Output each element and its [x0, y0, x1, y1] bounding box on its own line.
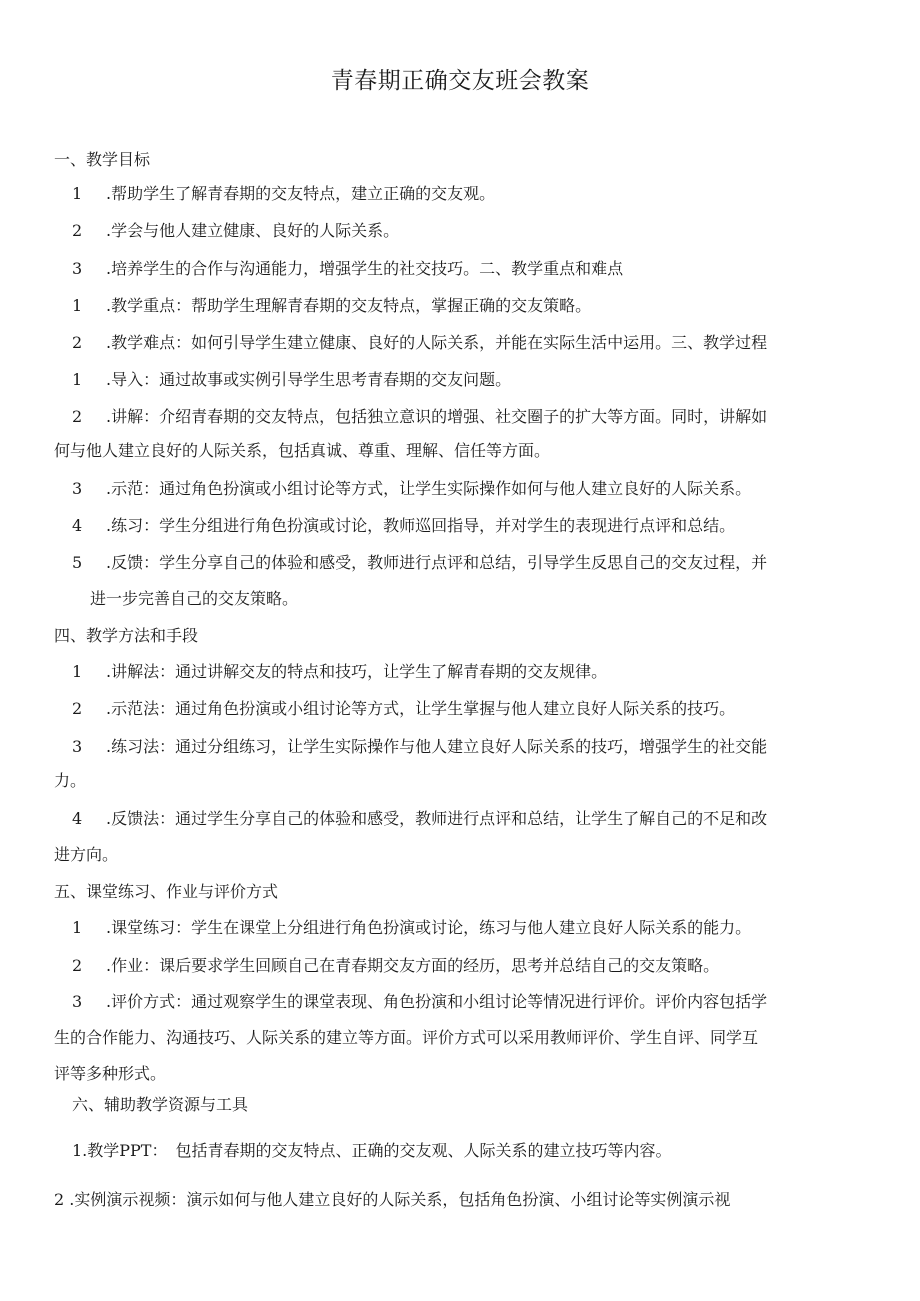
list-item — [72, 513, 735, 539]
list-item — [72, 1138, 671, 1164]
item-number: 1. — [72, 1141, 88, 1160]
item-number: 2 — [54, 1190, 65, 1209]
list-item — [72, 915, 751, 941]
list-item — [72, 476, 751, 502]
item-text: .培养学生的合作与沟通能力，增强学生的社交技巧。二、教学重点和难点 — [106, 259, 624, 278]
item-text: .练习法：通过分组练习，让学生实际操作与他人建立良好人际关系的技巧，增强学生的社交能 — [106, 737, 768, 756]
list-item — [72, 659, 607, 685]
item-text: .教学重点：帮助学生理解青春期的交友特点，掌握正确的交友策略。 — [106, 296, 592, 315]
item-text: .教学难点：如何引导学生建立健康、良好的人际关系，并能在实际生活中运用。三、教学过程 — [106, 333, 768, 352]
item-number: 2 — [72, 221, 83, 240]
document-title: 青春期正确交友班会教案 — [330, 68, 590, 94]
item-number: 1 — [72, 370, 83, 389]
list-item — [72, 181, 495, 207]
list-item — [72, 953, 719, 979]
item-number: 3 — [72, 259, 83, 278]
item-text: .讲解法：通过讲解交友的特点和技巧，让学生了解青春期的交友规律。 — [106, 662, 608, 681]
item-text: .示范：通过角色扮演或小组讨论等方式，让学生实际操作如何与他人建立良好的人际关系。 — [106, 479, 752, 498]
item-text: .练习：学生分组进行角色扮演或讨论，教师巡回指导，并对学生的表现进行点评和总结。 — [106, 516, 736, 535]
section-heading-4: 四、教学方法和手段 — [54, 626, 199, 645]
item-number: 2 — [72, 956, 83, 975]
item-text: .讲解：介绍青春期的交友特点，包括独立意识的增强、社交圈子的扩大等方面。同时，讲解如 — [106, 407, 768, 426]
section-heading-1: 一、教学目标 — [54, 150, 151, 169]
item-continuation: 进方向。 — [54, 845, 119, 864]
list-item — [72, 696, 735, 722]
item-number: 1 — [72, 296, 83, 315]
list-item — [54, 1187, 730, 1213]
list-item — [72, 256, 623, 282]
item-text: .示范法：通过角色扮演或小组讨论等方式，让学生掌握与他人建立良好人际关系的技巧。 — [106, 699, 736, 718]
item-text: 教学PPT： 包括青春期的交友特点、正确的交友观、人际关系的建立技巧等内容。 — [87, 1141, 672, 1160]
item-continuation: 生的合作能力、沟通技巧、人际关系的建立等方面。评价方式可以采用教师评价、学生自评、同学互 — [54, 1028, 759, 1047]
list-item — [72, 218, 399, 244]
item-number: 3 — [72, 479, 83, 498]
item-continuation: 何与他人建立良好的人际关系，包括真诚、尊重、理解、信任等方面。 — [54, 441, 551, 460]
section-heading-6: 六、辅助教学资源与工具 — [72, 1095, 249, 1114]
item-continuation: 力。 — [54, 771, 87, 790]
item-text: .课堂练习：学生在课堂上分组进行角色扮演或讨论，练习与他人建立良好人际关系的能力。 — [106, 918, 752, 937]
item-number: 3 — [72, 737, 83, 756]
list-item — [72, 404, 767, 430]
list-item — [72, 806, 767, 832]
item-number: 1 — [72, 918, 83, 937]
list-item — [72, 989, 767, 1015]
item-text: .导入：通过故事或实例引导学生思考青春期的交友问题。 — [106, 370, 512, 389]
list-item — [72, 330, 767, 356]
item-text: .帮助学生了解青春期的交友特点，建立正确的交友观。 — [106, 184, 496, 203]
item-continuation: 评等多种形式。 — [54, 1064, 167, 1083]
item-number: 3 — [72, 992, 83, 1011]
item-text: .反馈：学生分享自己的体验和感受，教师进行点评和总结，引导学生反思自己的交友过程，并 — [106, 553, 768, 572]
item-number: 5 — [72, 553, 83, 572]
item-text: .实例演示视频：演示如何与他人建立良好的人际关系，包括角色扮演、小组讨论等实例演示视 — [64, 1190, 731, 1209]
list-item — [72, 734, 767, 760]
item-number: 2 — [72, 699, 83, 718]
item-number: 4 — [72, 809, 83, 828]
item-text: .作业：课后要求学生回顾自己在青春期交友方面的经历，思考并总结自己的交友策略。 — [106, 956, 720, 975]
item-number: 4 — [72, 516, 83, 535]
item-text: .学会与他人建立健康、良好的人际关系。 — [106, 221, 400, 240]
section-heading-5: 五、课堂练习、作业与评价方式 — [54, 882, 279, 901]
item-text: .反馈法：通过学生分享自己的体验和感受，教师进行点评和总结，让学生了解自己的不足和改 — [106, 809, 768, 828]
list-item — [72, 367, 511, 393]
item-continuation: 进一步完善自己的交友策略。 — [90, 589, 299, 608]
item-text: .评价方式：通过观察学生的课堂表现、角色扮演和小组讨论等情况进行评价。评价内容包括学 — [106, 992, 768, 1011]
item-number: 2 — [72, 407, 83, 426]
list-item — [72, 293, 591, 319]
item-number: 1 — [72, 662, 83, 681]
list-item — [72, 550, 767, 576]
item-number: 1 — [72, 184, 83, 203]
item-number: 2 — [72, 333, 83, 352]
